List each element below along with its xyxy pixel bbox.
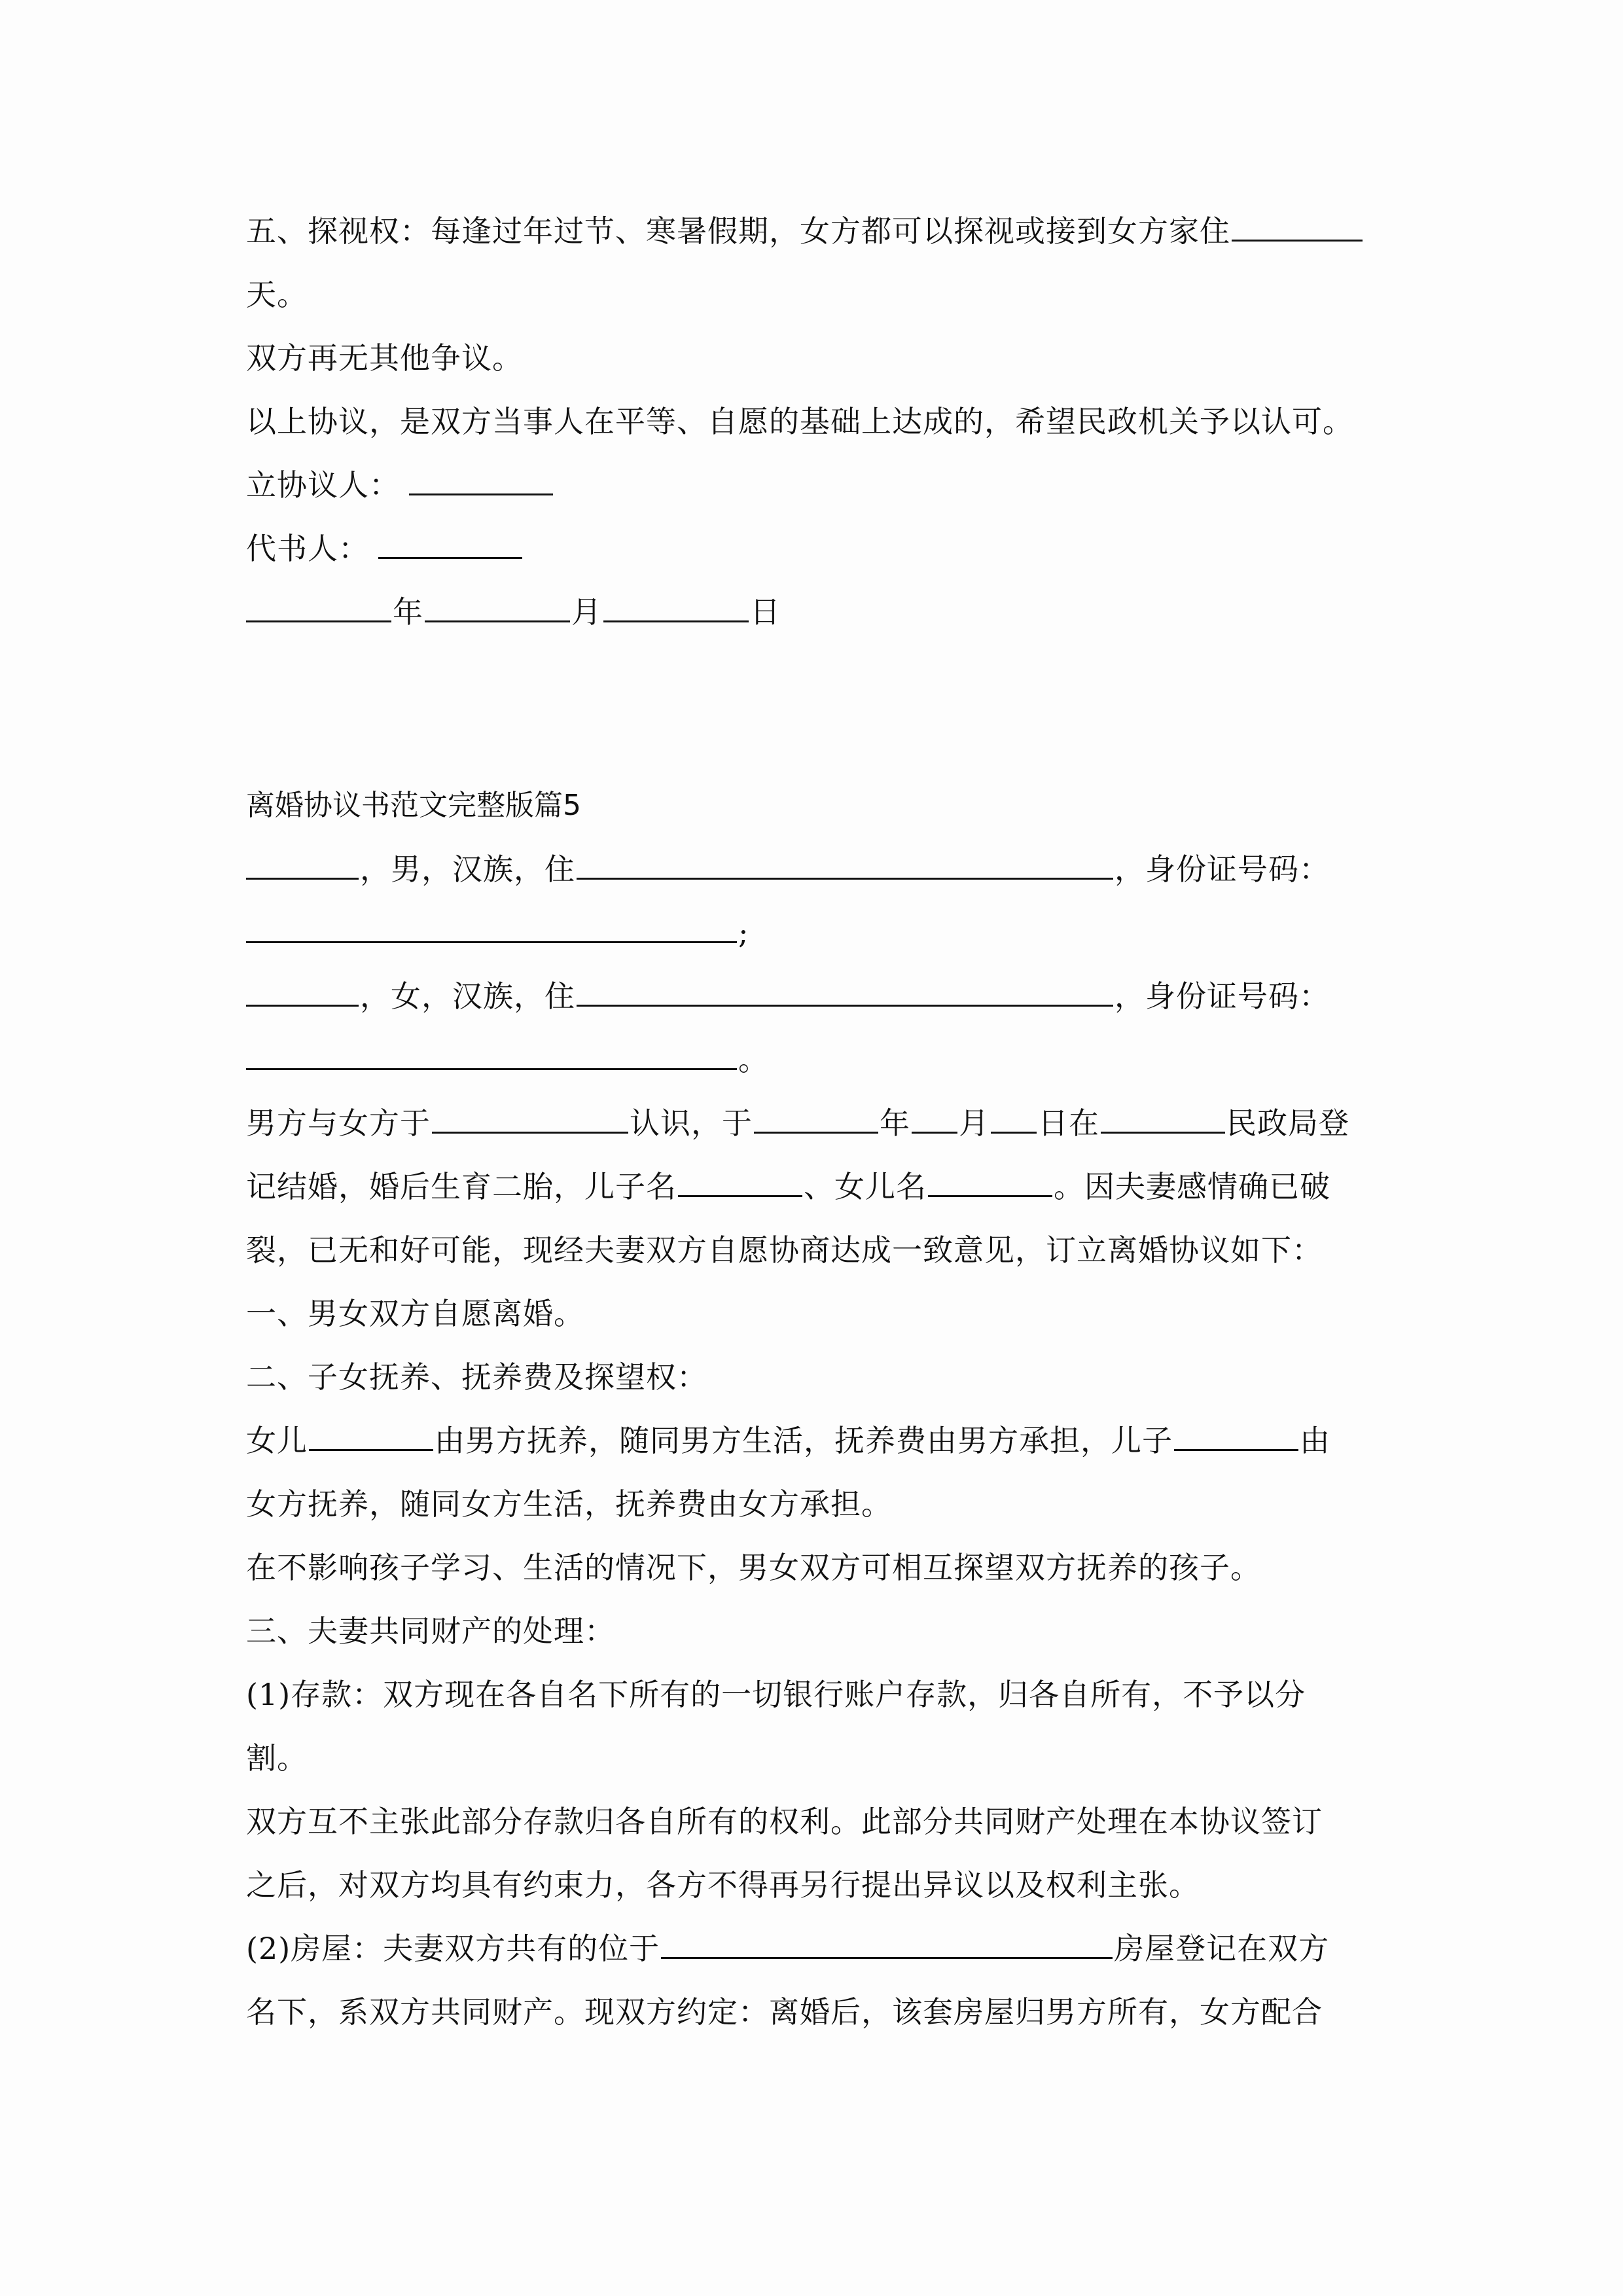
reg-year-blank[interactable] [754,1094,878,1134]
clause2-body-line-1 [246,1411,1385,1470]
male-id-label: ，身份证号码： [1115,852,1330,887]
house-line-1 [246,1919,1385,1978]
male-party-line [246,840,1385,899]
clause1-text: 一、男女双方自愿离婚。 [246,1296,584,1331]
bureau-blank[interactable] [1101,1094,1225,1134]
writer-blank[interactable] [378,519,522,559]
no-dispute-line [246,329,1385,387]
intro-text: 、女儿名 [804,1169,927,1204]
deposit-line-2 [246,1729,1385,1787]
house-location-blank[interactable] [661,1919,1113,1959]
male-info-text: ，男，汉族，住 [360,852,575,887]
female-id-label: ，身份证号码： [1115,978,1330,1014]
clause5-end-text: 天。 [246,277,308,312]
clause5-line [246,202,1385,260]
writer-line [246,519,1385,578]
male-name-blank[interactable] [246,840,359,880]
intro-text: 年 [880,1105,910,1141]
intro-text: 裂，已无和好可能，现经夫妻双方自愿协商达成一致意见，订立离婚协议如下： [246,1232,1323,1268]
deposit-text: (1)存款：双方现在各自名下所有的一切银行账户存款，归各自所有，不予以分 [246,1677,1306,1712]
house-line-2 [246,1982,1385,2041]
male-id-blank[interactable] [246,903,737,943]
female-info-text: ，女，汉族，住 [360,978,575,1014]
son-name-blank[interactable] [678,1157,802,1197]
female-id-blank[interactable] [246,1030,737,1070]
clause2-text: 由 [1300,1423,1330,1458]
house-text: 房屋登记在双方 [1114,1931,1330,1966]
deposit-text: 双方互不主张此部分存款归各自所有的权利。此部分共同财产处理在本协议签订 [246,1804,1323,1839]
intro-text: 月 [959,1105,990,1141]
clause3-title-line [246,1602,1385,1660]
signer-blank[interactable] [409,456,553,495]
statement-text: 以上协议，是双方当事人在平等、自愿的基础上达成的，希望民政机关予以认可。 [246,404,1353,439]
intro-text: 民政局登 [1226,1105,1349,1141]
house-text: (2)房屋：夫妻双方共有的位于 [246,1931,660,1966]
clause1-line [246,1284,1385,1343]
clause5-line-end [246,265,1385,324]
year-blank[interactable] [246,583,391,622]
intro-line-2 [246,1157,1385,1216]
day-label: 日 [750,594,781,630]
clause2-visit-text: 在不影响孩子学习、生活的情况下，男女双方可相互探望双方抚养的孩子。 [246,1550,1261,1585]
clause2-title-line [246,1348,1385,1407]
reg-day-blank[interactable] [991,1094,1037,1134]
clause2-title: 二、子女抚养、抚养费及探望权： [246,1359,707,1395]
female-name-blank[interactable] [246,967,359,1007]
clause2-text: 女儿 [246,1423,308,1458]
met-place-blank[interactable] [432,1094,628,1134]
reg-month-blank[interactable] [912,1094,957,1134]
male-address-blank[interactable] [577,840,1113,880]
year-label: 年 [393,594,423,630]
house-text: 名下，系双方共同财产。现双方约定：离婚后，该套房屋归男方所有，女方配合 [246,1994,1323,2030]
son-blank[interactable] [1174,1411,1298,1451]
intro-text: 日在 [1038,1105,1099,1141]
month-label: 月 [571,594,602,630]
deposit-text: 之后，对双方均具有约束力，各方不得再另行提出异议以及权利主张。 [246,1867,1200,1903]
article-title [246,776,1385,835]
female-address-blank[interactable] [577,967,1113,1007]
clause5-text: 五、探视权：每逢过年过节、寒暑假期，女方都可以探视或接到女方家住 [246,213,1230,249]
female-id-line [246,1030,1385,1089]
deposit-line-3 [246,1792,1385,1851]
clause3-title: 三、夫妻共同财产的处理： [246,1613,615,1649]
intro-text: 记结婚，婚后生育二胎，儿子名 [246,1169,677,1204]
deposit-line-1 [246,1665,1385,1724]
daughter-name-blank[interactable] [928,1157,1052,1197]
writer-label: 代书人： [246,531,369,566]
clause2-visit-line [246,1538,1385,1597]
visit-days-blank[interactable] [1232,202,1363,242]
clause2-text: 女方抚养，随同女方生活，抚养费由女方承担。 [246,1486,892,1522]
male-id-line [246,903,1385,962]
daughter-blank[interactable] [309,1411,433,1451]
date-line [246,583,1385,641]
article-title-text: 离婚协议书范文完整版篇5 [246,789,581,822]
signer-label: 立协议人： [246,467,400,503]
clause2-text: 由男方抚养，随同男方生活，抚养费由男方承担，儿子 [435,1423,1173,1458]
month-blank[interactable] [425,583,570,622]
no-dispute-text: 双方再无其他争议。 [246,340,523,376]
deposit-text: 割。 [246,1740,308,1776]
male-end-punct: ; [738,915,749,950]
intro-text: 认识，于 [630,1105,753,1141]
female-party-line [246,967,1385,1026]
clause2-body-line-2 [246,1475,1385,1534]
intro-text: 。因夫妻感情确已破 [1054,1169,1330,1204]
statement-line [246,392,1385,451]
day-blank[interactable] [603,583,749,622]
signer-line [246,456,1385,514]
intro-text: 男方与女方于 [246,1105,431,1141]
female-end-punct: 。 [738,1042,769,1077]
deposit-line-4 [246,1856,1385,1914]
intro-line-1 [246,1094,1385,1153]
intro-line-3 [246,1221,1385,1280]
